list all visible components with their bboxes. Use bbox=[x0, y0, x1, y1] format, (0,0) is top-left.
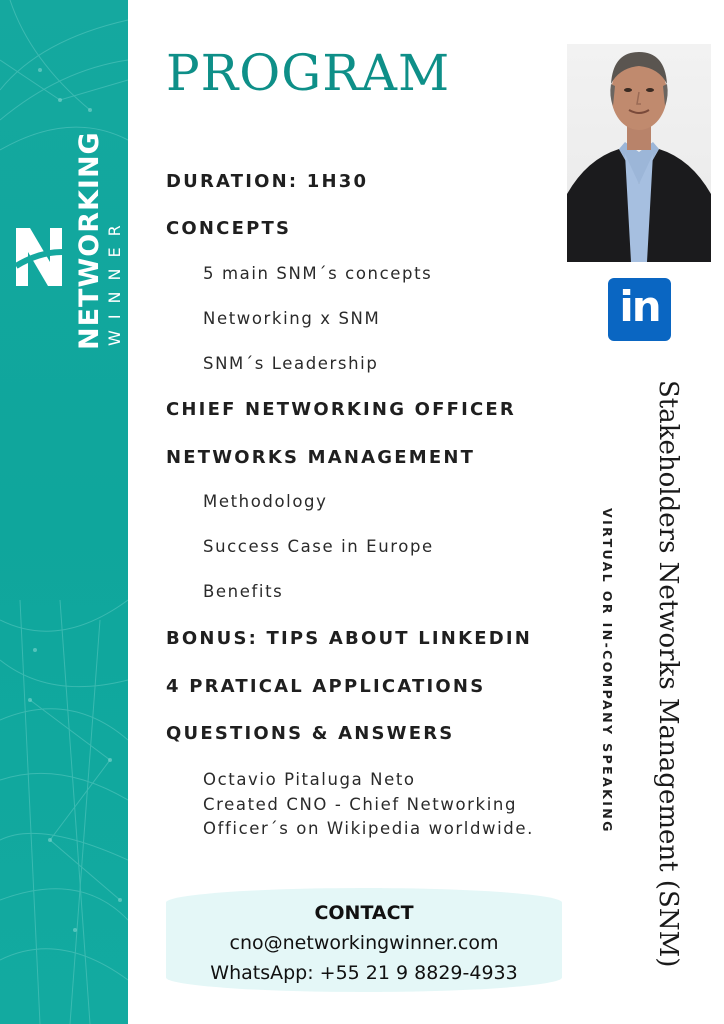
list-item: Success Case in Europe bbox=[203, 537, 434, 556]
brand-name: NETWORKING bbox=[74, 131, 105, 350]
bio-line: Officer´s on Wikipedia worldwide. bbox=[203, 819, 534, 838]
linkedin-icon[interactable] bbox=[608, 278, 671, 341]
linkedin-glyph: in bbox=[619, 282, 660, 331]
section-heading-applications: 4 PRATICAL APPLICATIONS bbox=[166, 676, 486, 697]
brand-subname: WINNER bbox=[105, 214, 124, 346]
networking-winner-logo-icon bbox=[12, 222, 66, 292]
bio-line: Created CNO - Chief Networking bbox=[203, 794, 518, 814]
vertical-subtitle: VIRTUAL OR IN-COMPANY SPEAKING bbox=[600, 508, 615, 834]
teal-sidebar bbox=[0, 0, 128, 1024]
contact-whatsapp[interactable]: WhatsApp: +55 21 9 8829-4933 bbox=[210, 962, 518, 984]
section-heading-networks-management: NETWORKS MANAGEMENT bbox=[166, 447, 476, 468]
section-heading-qa: QUESTIONS & ANSWERS bbox=[166, 723, 455, 744]
bio-line: Octavio Pitaluga Neto bbox=[203, 770, 416, 789]
section-heading-bonus: BONUS: TIPS ABOUT LINKEDIN bbox=[166, 628, 533, 649]
speaker-photo bbox=[567, 44, 711, 262]
list-item: Benefits bbox=[203, 582, 284, 601]
section-heading-duration: DURATION: 1H30 bbox=[166, 171, 369, 192]
page-title: PROGRAM bbox=[166, 44, 451, 102]
contact-title: CONTACT bbox=[314, 902, 414, 924]
list-item: Networking x SNM bbox=[203, 309, 381, 328]
list-item: Methodology bbox=[203, 492, 328, 511]
list-item: SNM´s Leadership bbox=[203, 354, 379, 373]
speaker-portrait-graphic bbox=[567, 44, 711, 262]
vertical-title: Stakeholders Networks Management (SNM) bbox=[653, 380, 683, 968]
section-heading-cno: CHIEF NETWORKING OFFICER bbox=[166, 399, 516, 420]
section-heading-concepts: CONCEPTS bbox=[166, 218, 292, 239]
list-item: 5 main SNM´s concepts bbox=[203, 264, 433, 283]
brand-wordmark bbox=[76, 131, 126, 350]
contact-box bbox=[166, 888, 562, 992]
contact-email[interactable]: cno@networkingwinner.com bbox=[229, 932, 499, 954]
speaker-bio bbox=[203, 768, 534, 842]
